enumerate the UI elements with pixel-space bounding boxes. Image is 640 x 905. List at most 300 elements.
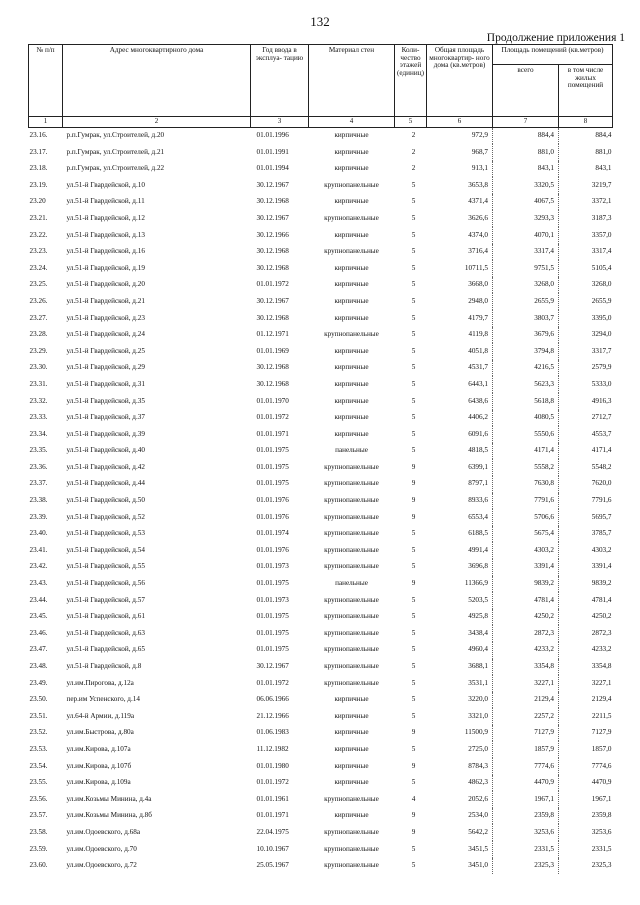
table-row bbox=[29, 244, 613, 261]
row-year: 01.01.1975 bbox=[256, 479, 289, 488]
row-total-area: 3321,0 bbox=[427, 708, 493, 725]
header-address: Адрес многоквартирного дома bbox=[63, 45, 251, 117]
row-area-living: 7791,6 bbox=[591, 496, 612, 505]
table-row bbox=[29, 376, 613, 393]
row-material: кирпичные bbox=[334, 230, 369, 239]
row-total-area: 4179,7 bbox=[427, 310, 493, 327]
row-number: 23.39. bbox=[29, 512, 48, 521]
row-year: 30.12.1967 bbox=[256, 296, 289, 305]
row-address: ул.51-й Гвардейской, д.42 bbox=[66, 462, 145, 471]
row-floors: 5 bbox=[411, 363, 416, 372]
row-area-all: 2655,9 bbox=[493, 293, 559, 310]
row-year: 01.01.1976 bbox=[256, 496, 289, 505]
row-number: 23.43. bbox=[29, 579, 48, 588]
row-address: ул.64-й Армии, д.119а bbox=[66, 711, 135, 720]
row-number: 23.32. bbox=[29, 396, 48, 405]
table-row bbox=[29, 659, 613, 676]
row-floors: 5 bbox=[411, 296, 416, 305]
row-total-area: 2948,0 bbox=[427, 293, 493, 310]
row-material: кирпичные bbox=[334, 396, 369, 405]
table-row bbox=[29, 808, 613, 825]
row-material: крупнопанельные bbox=[324, 479, 379, 488]
row-year: 30.12.1967 bbox=[256, 180, 289, 189]
row-year: 11.12.1982 bbox=[256, 744, 289, 753]
row-number: 23.35. bbox=[29, 446, 48, 455]
row-year: 30.12.1968 bbox=[256, 313, 289, 322]
row-year: 01.01.1972 bbox=[256, 678, 289, 687]
row-area-living: 4171,4 bbox=[591, 446, 612, 455]
row-floors: 5 bbox=[411, 711, 416, 720]
row-number: 23.25. bbox=[29, 280, 48, 289]
row-area-all: 3317,4 bbox=[493, 244, 559, 261]
row-number: 23.17. bbox=[29, 147, 48, 156]
row-total-area: 3716,4 bbox=[427, 244, 493, 261]
row-floors: 9 bbox=[411, 811, 416, 820]
row-floors: 2 bbox=[411, 164, 416, 173]
row-address: ул.51-й Гвардейской, д.21 bbox=[66, 296, 145, 305]
row-number: 23.41. bbox=[29, 545, 48, 554]
row-number: 23.54. bbox=[29, 761, 48, 770]
row-total-area: 3668,0 bbox=[427, 277, 493, 294]
table-row bbox=[29, 459, 613, 476]
row-total-area: 6438,6 bbox=[427, 393, 493, 410]
column-number: 7 bbox=[493, 117, 559, 128]
row-floors: 5 bbox=[411, 695, 416, 704]
row-area-living: 7620,0 bbox=[591, 479, 612, 488]
row-material: крупнопанельные bbox=[324, 512, 379, 521]
row-number: 23.46. bbox=[29, 628, 48, 637]
row-total-area: 3696,8 bbox=[427, 559, 493, 576]
row-material: кирпичные bbox=[334, 811, 369, 820]
row-address: ул.51-й Гвардейской, д.16 bbox=[66, 247, 145, 256]
row-area-all: 4070,1 bbox=[493, 227, 559, 244]
table-row bbox=[29, 858, 613, 875]
row-total-area: 4960,4 bbox=[427, 642, 493, 659]
row-floors: 9 bbox=[411, 479, 416, 488]
row-material: крупнопанельные bbox=[324, 330, 379, 339]
row-area-living: 3219,7 bbox=[591, 180, 612, 189]
row-floors: 5 bbox=[411, 861, 416, 870]
row-floors: 5 bbox=[411, 562, 416, 571]
row-material: крупнопанельные bbox=[324, 562, 379, 571]
row-material: крупнопанельные bbox=[324, 545, 379, 554]
row-floors: 5 bbox=[411, 678, 416, 687]
row-address: ул.51-й Гвардейской, д.23 bbox=[66, 313, 145, 322]
table-row bbox=[29, 758, 613, 775]
row-area-all: 7127,9 bbox=[493, 725, 559, 742]
row-area-all: 4470,9 bbox=[493, 775, 559, 792]
row-material: кирпичные bbox=[334, 744, 369, 753]
header-year: Год ввода в эксплуа- тацию bbox=[251, 45, 309, 117]
row-total-area: 2052,6 bbox=[427, 791, 493, 808]
table-row bbox=[29, 476, 613, 493]
row-total-area: 8933,6 bbox=[427, 493, 493, 510]
row-total-area: 3653,8 bbox=[427, 177, 493, 194]
row-year: 01.01.1973 bbox=[256, 595, 289, 604]
row-area-all: 3293,3 bbox=[493, 210, 559, 227]
row-material: кирпичные bbox=[334, 197, 369, 206]
row-material: панельные bbox=[335, 579, 368, 588]
row-year: 01.01.1971 bbox=[256, 811, 289, 820]
row-address: ул.51-й Гвардейской, д.40 bbox=[66, 446, 145, 455]
table-row bbox=[29, 327, 613, 344]
table-row bbox=[29, 210, 613, 227]
row-material: крупнопанельные bbox=[324, 628, 379, 637]
housing-table bbox=[28, 44, 613, 874]
row-area-all: 2331,5 bbox=[493, 841, 559, 858]
row-address: ул.51-й Гвардейской, д.52 bbox=[66, 512, 145, 521]
row-total-area: 3688,1 bbox=[427, 659, 493, 676]
continuation-title: Продолжение приложения 1 bbox=[486, 32, 625, 44]
row-year: 01.01.1972 bbox=[256, 778, 289, 787]
row-area-all: 2257,2 bbox=[493, 708, 559, 725]
row-area-all: 5675,4 bbox=[493, 526, 559, 543]
row-address: ул.51-й Гвардейской, д.39 bbox=[66, 429, 145, 438]
row-floors: 5 bbox=[411, 529, 416, 538]
row-number: 23.58. bbox=[29, 827, 48, 836]
row-number: 23.33. bbox=[29, 413, 48, 422]
row-area-living: 5333,0 bbox=[591, 379, 612, 388]
row-material: кирпичные bbox=[334, 164, 369, 173]
row-number: 23.48. bbox=[29, 662, 48, 671]
row-area-living: 4781,4 bbox=[591, 595, 612, 604]
row-address: ул.51-й Гвардейской, д.31 bbox=[66, 379, 145, 388]
row-number: 23.21. bbox=[29, 213, 48, 222]
row-year: 01.01.1969 bbox=[256, 346, 289, 355]
row-floors: 5 bbox=[411, 180, 416, 189]
row-year: 01.01.1974 bbox=[256, 529, 289, 538]
row-year: 30.12.1968 bbox=[256, 197, 289, 206]
row-floors: 5 bbox=[411, 446, 416, 455]
row-year: 01.01.1976 bbox=[256, 545, 289, 554]
column-number: 5 bbox=[395, 117, 427, 128]
row-year: 01.01.1975 bbox=[256, 628, 289, 637]
row-address: ул.51-й Гвардейской, д.65 bbox=[66, 645, 145, 654]
row-number: 23.55. bbox=[29, 778, 48, 787]
header-num: № п/п bbox=[29, 45, 63, 117]
row-number: 23.60. bbox=[29, 861, 48, 870]
row-total-area: 2534,0 bbox=[427, 808, 493, 825]
row-area-all: 3320,5 bbox=[493, 177, 559, 194]
table-row bbox=[29, 161, 613, 178]
row-material: кирпичные bbox=[334, 413, 369, 422]
row-address: ул.51-й Гвардейской, д.50 bbox=[66, 496, 145, 505]
row-area-living: 4250,2 bbox=[591, 612, 612, 621]
row-total-area: 11500,9 bbox=[427, 725, 493, 742]
row-area-living: 2872,3 bbox=[591, 628, 612, 637]
row-total-area: 4818,5 bbox=[427, 443, 493, 460]
table-row bbox=[29, 708, 613, 725]
row-area-living: 2211,5 bbox=[592, 711, 612, 720]
table-row bbox=[29, 675, 613, 692]
table-row bbox=[29, 177, 613, 194]
row-number: 23.18. bbox=[29, 164, 48, 173]
table-row bbox=[29, 692, 613, 709]
row-area-living: 3785,7 bbox=[591, 529, 612, 538]
row-material: крупнопанельные bbox=[324, 462, 379, 471]
row-address: ул.51-й Гвардейской, д.25 bbox=[66, 346, 145, 355]
row-number: 23.38. bbox=[29, 496, 48, 505]
row-address: пер.им Успенского, д.14 bbox=[66, 695, 140, 704]
row-address: ул.51-й Гвардейской, д.54 bbox=[66, 545, 145, 554]
row-total-area: 3220,0 bbox=[427, 692, 493, 709]
row-material: кирпичные bbox=[334, 379, 369, 388]
row-material: кирпичные bbox=[334, 263, 369, 272]
row-area-living: 1857,0 bbox=[591, 744, 612, 753]
row-material: крупнопанельные bbox=[324, 678, 379, 687]
row-material: кирпичные bbox=[334, 131, 369, 140]
table-row bbox=[29, 144, 613, 161]
row-year: 01.01.1975 bbox=[256, 462, 289, 471]
row-number: 23.30. bbox=[29, 363, 48, 372]
row-floors: 9 bbox=[411, 462, 416, 471]
header-premises: Площадь помещений (кв.метров) bbox=[493, 45, 613, 65]
row-number: 23.59. bbox=[29, 844, 48, 853]
row-total-area: 6553,4 bbox=[427, 509, 493, 526]
row-material: кирпичные bbox=[334, 711, 369, 720]
row-area-living: 2655,9 bbox=[591, 296, 612, 305]
table-row bbox=[29, 277, 613, 294]
row-floors: 5 bbox=[411, 595, 416, 604]
row-area-living: 2359,8 bbox=[591, 811, 612, 820]
row-address: ул.им.Быстрова, д.80а bbox=[66, 728, 134, 737]
row-address: р.п.Гумрак, ул.Строителей, д.21 bbox=[66, 147, 165, 156]
row-total-area: 4531,7 bbox=[427, 360, 493, 377]
row-number: 23.23. bbox=[29, 247, 48, 256]
row-year: 30.12.1968 bbox=[256, 379, 289, 388]
row-address: р.п.Гумрак, ул.Строителей, д.22 bbox=[66, 164, 165, 173]
row-address: ул.51-й Гвардейской, д.61 bbox=[66, 612, 145, 621]
row-area-all: 3803,7 bbox=[493, 310, 559, 327]
row-address: ул.51-й Гвардейской, д.56 bbox=[66, 579, 145, 588]
table-row bbox=[29, 542, 613, 559]
row-total-area: 4925,8 bbox=[427, 609, 493, 626]
row-area-living: 5548,2 bbox=[591, 462, 612, 471]
row-floors: 5 bbox=[411, 379, 416, 388]
row-area-all: 843,1 bbox=[493, 161, 559, 178]
row-area-living: 3268,0 bbox=[591, 280, 612, 289]
row-area-all: 884,4 bbox=[493, 128, 559, 145]
row-year: 01.01.1975 bbox=[256, 446, 289, 455]
row-floors: 5 bbox=[411, 230, 416, 239]
row-total-area: 6091,6 bbox=[427, 426, 493, 443]
row-area-living: 2579,9 bbox=[591, 363, 612, 372]
row-material: кирпичные bbox=[334, 280, 369, 289]
row-floors: 9 bbox=[411, 496, 416, 505]
row-area-all: 5623,3 bbox=[493, 376, 559, 393]
row-address: ул.им.Одоевского, д.68а bbox=[66, 827, 141, 836]
row-area-living: 3357,0 bbox=[591, 230, 612, 239]
row-number: 23.50. bbox=[29, 695, 48, 704]
row-material: крупнопанельные bbox=[324, 794, 379, 803]
table-row bbox=[29, 260, 613, 277]
row-total-area: 4051,8 bbox=[427, 343, 493, 360]
row-number: 23.51. bbox=[29, 711, 48, 720]
row-number: 23.20 bbox=[29, 197, 46, 206]
row-address: ул.51-й Гвардейской, д.53 bbox=[66, 529, 145, 538]
row-area-living: 3253,6 bbox=[591, 827, 612, 836]
table-row bbox=[29, 410, 613, 427]
row-material: кирпичные bbox=[334, 296, 369, 305]
row-area-all: 7774,6 bbox=[493, 758, 559, 775]
row-floors: 5 bbox=[411, 628, 416, 637]
row-total-area: 4406,2 bbox=[427, 410, 493, 427]
row-total-area: 6443,1 bbox=[427, 376, 493, 393]
table-row bbox=[29, 642, 613, 659]
row-floors: 5 bbox=[411, 844, 416, 853]
row-area-all: 3268,0 bbox=[493, 277, 559, 294]
row-year: 21.12.1966 bbox=[256, 711, 289, 720]
column-number: 2 bbox=[63, 117, 251, 128]
row-address: ул.им.Козьмы Минина, д.8б bbox=[66, 811, 152, 820]
row-total-area: 10711,5 bbox=[427, 260, 493, 277]
row-material: кирпичные bbox=[334, 728, 369, 737]
row-material: кирпичные bbox=[334, 761, 369, 770]
table-row bbox=[29, 775, 613, 792]
row-area-all: 881,0 bbox=[493, 144, 559, 161]
row-material: крупнопанельные bbox=[324, 180, 379, 189]
row-year: 01.01.1975 bbox=[256, 579, 289, 588]
row-number: 23.47. bbox=[29, 645, 48, 654]
table-row bbox=[29, 128, 613, 145]
row-year: 01.01.1972 bbox=[256, 280, 289, 289]
header-living: в том числе жилых помещений bbox=[559, 65, 613, 117]
row-area-living: 2325,3 bbox=[591, 861, 612, 870]
row-year: 01.01.1961 bbox=[256, 794, 289, 803]
row-floors: 5 bbox=[411, 346, 416, 355]
row-area-living: 3395,0 bbox=[591, 313, 612, 322]
row-year: 01.01.1991 bbox=[256, 147, 289, 156]
column-number: 3 bbox=[251, 117, 309, 128]
header-material: Материал стен bbox=[309, 45, 395, 117]
row-floors: 9 bbox=[411, 728, 416, 737]
row-address: ул.51-й Гвардейской, д.19 bbox=[66, 263, 145, 272]
row-total-area: 4991,4 bbox=[427, 542, 493, 559]
row-year: 22.04.1975 bbox=[256, 827, 289, 836]
row-area-all: 1857,9 bbox=[493, 741, 559, 758]
row-number: 23.24. bbox=[29, 263, 48, 272]
row-number: 23.26. bbox=[29, 296, 48, 305]
row-material: крупнопанельные bbox=[324, 529, 379, 538]
row-area-all: 2359,8 bbox=[493, 808, 559, 825]
row-material: панельные bbox=[335, 446, 368, 455]
row-year: 01.12.1971 bbox=[256, 330, 289, 339]
row-area-living: 4916,3 bbox=[591, 396, 612, 405]
row-material: крупнопанельные bbox=[324, 496, 379, 505]
row-material: кирпичные bbox=[334, 695, 369, 704]
row-area-all: 7791,6 bbox=[493, 493, 559, 510]
table-row bbox=[29, 559, 613, 576]
row-area-all: 3391,4 bbox=[493, 559, 559, 576]
row-address: ул.51-й Гвардейской, д.57 bbox=[66, 595, 145, 604]
row-floors: 5 bbox=[411, 313, 416, 322]
row-floors: 5 bbox=[411, 545, 416, 554]
row-area-all: 7630,8 bbox=[493, 476, 559, 493]
table-row bbox=[29, 841, 613, 858]
row-floors: 5 bbox=[411, 662, 416, 671]
table-row bbox=[29, 824, 613, 841]
header-floors: Коли- чество этажей (единиц) bbox=[395, 45, 427, 117]
row-number: 23.34. bbox=[29, 429, 48, 438]
row-year: 01.01.1976 bbox=[256, 512, 289, 521]
row-area-all: 3354,8 bbox=[493, 659, 559, 676]
row-floors: 2 bbox=[411, 131, 416, 140]
row-total-area: 913,1 bbox=[427, 161, 493, 178]
row-year: 01.06.1983 bbox=[256, 728, 289, 737]
row-year: 30.12.1966 bbox=[256, 230, 289, 239]
row-total-area: 4371,4 bbox=[427, 194, 493, 211]
row-area-living: 9839,2 bbox=[591, 579, 612, 588]
row-floors: 5 bbox=[411, 280, 416, 289]
row-material: кирпичные bbox=[334, 313, 369, 322]
row-year: 01.01.1975 bbox=[256, 645, 289, 654]
row-area-living: 7127,9 bbox=[591, 728, 612, 737]
row-material: крупнопанельные bbox=[324, 247, 379, 256]
row-area-all: 1967,1 bbox=[493, 791, 559, 808]
row-number: 23.49. bbox=[29, 678, 48, 687]
row-area-living: 5695,7 bbox=[591, 512, 612, 521]
row-total-area: 968,7 bbox=[427, 144, 493, 161]
row-area-all: 3679,6 bbox=[493, 327, 559, 344]
table-row bbox=[29, 725, 613, 742]
row-total-area: 4862,3 bbox=[427, 775, 493, 792]
row-floors: 5 bbox=[411, 612, 416, 621]
row-total-area: 3626,6 bbox=[427, 210, 493, 227]
row-floors: 5 bbox=[411, 645, 416, 654]
table-row bbox=[29, 443, 613, 460]
table-row bbox=[29, 493, 613, 510]
row-area-living: 2712,7 bbox=[591, 413, 612, 422]
row-area-all: 4781,4 bbox=[493, 592, 559, 609]
row-area-living: 5105,4 bbox=[591, 263, 612, 272]
row-floors: 5 bbox=[411, 744, 416, 753]
row-area-living: 3317,4 bbox=[591, 247, 612, 256]
row-floors: 5 bbox=[411, 263, 416, 272]
table-row bbox=[29, 592, 613, 609]
row-address: ул.51-й Гвардейской, д.20 bbox=[66, 280, 145, 289]
row-number: 23.40. bbox=[29, 529, 48, 538]
row-floors: 5 bbox=[411, 197, 416, 206]
row-address: ул.51-й Гвардейской, д.44 bbox=[66, 479, 145, 488]
table-row bbox=[29, 509, 613, 526]
column-number: 1 bbox=[29, 117, 63, 128]
row-year: 30.12.1968 bbox=[256, 263, 289, 272]
row-material: кирпичные bbox=[334, 363, 369, 372]
row-address: ул.51-й Гвардейской, д.37 bbox=[66, 413, 145, 422]
row-number: 23.28. bbox=[29, 330, 48, 339]
row-address: ул.51-й Гвардейской, д.8 bbox=[66, 662, 142, 671]
row-address: р.п.Гумрак, ул.Строителей, д.20 bbox=[66, 131, 165, 140]
row-area-all: 5618,8 bbox=[493, 393, 559, 410]
row-area-living: 3187,3 bbox=[591, 213, 612, 222]
row-material: кирпичные bbox=[334, 147, 369, 156]
row-area-living: 2129,4 bbox=[591, 695, 612, 704]
row-area-living: 3354,8 bbox=[591, 662, 612, 671]
row-material: крупнопанельные bbox=[324, 662, 379, 671]
row-total-area: 6188,5 bbox=[427, 526, 493, 543]
row-area-all: 3794,8 bbox=[493, 343, 559, 360]
header-all: всего bbox=[493, 65, 559, 117]
table-row bbox=[29, 526, 613, 543]
row-total-area: 4119,8 bbox=[427, 327, 493, 344]
row-year: 30.12.1967 bbox=[256, 213, 289, 222]
row-year: 01.01.1970 bbox=[256, 396, 289, 405]
column-number: 6 bbox=[427, 117, 493, 128]
row-year: 10.10.1967 bbox=[256, 844, 289, 853]
row-material: крупнопанельные bbox=[324, 827, 379, 836]
table-row bbox=[29, 360, 613, 377]
row-year: 01.01.1971 bbox=[256, 429, 289, 438]
